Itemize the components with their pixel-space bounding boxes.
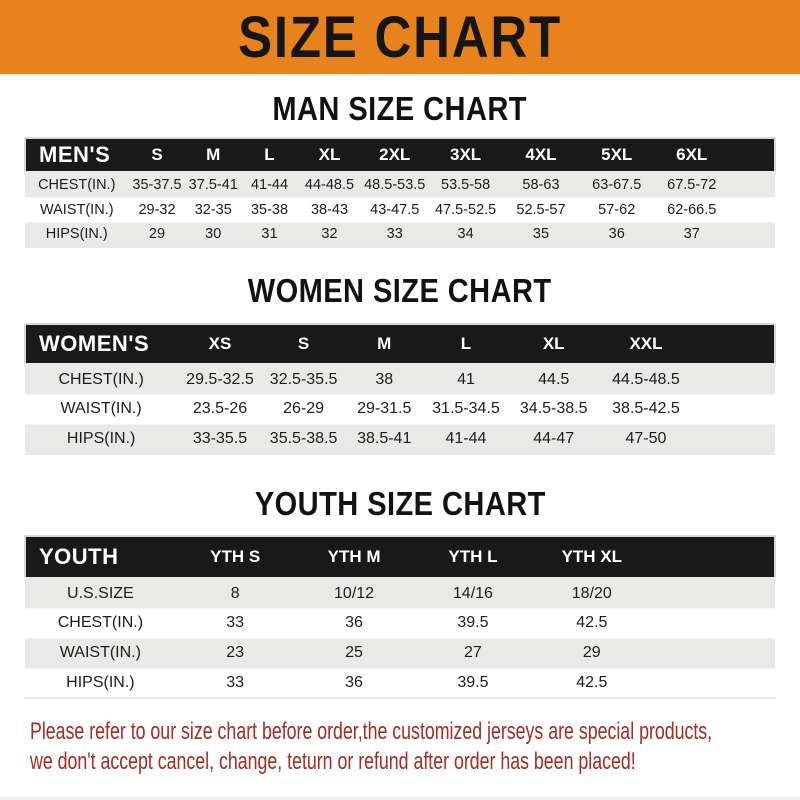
row-label: U.S.SIZE	[67, 584, 134, 602]
size-cell: 29.5-32.5	[186, 370, 254, 388]
size-cell: 43-47.5	[370, 201, 420, 218]
size-cell: 36	[608, 226, 625, 243]
disclaimer-line-2: we don't accept cancel, change, teturn or refund after order has been placed!	[30, 748, 636, 776]
spacer-cell	[729, 172, 775, 197]
size-cell: 44-47	[533, 429, 575, 447]
size-cell: 29	[148, 226, 166, 243]
column-header: YTH M	[295, 536, 414, 578]
column-header: XL	[508, 324, 600, 364]
column-header: 6XL	[654, 138, 729, 172]
size-cell: 31	[261, 226, 278, 243]
size-cell: 35-38	[250, 201, 289, 218]
row-label: WAIST(IN.)	[59, 644, 141, 661]
size-cell: 10/12	[334, 584, 375, 602]
spacer-cell	[651, 608, 775, 638]
women-table-header-row	[25, 324, 775, 364]
column-header: XL	[298, 138, 361, 172]
column-header: YTH S	[176, 536, 295, 578]
size-cell: 38-43	[310, 201, 349, 218]
size-cell: 32	[321, 226, 338, 243]
size-cell: 35	[532, 226, 550, 243]
table-row	[25, 608, 775, 638]
table-row	[25, 424, 775, 454]
size-cell: 53.5-58	[441, 177, 491, 193]
size-cell: 37.5-41	[188, 177, 238, 193]
spacer-cell	[729, 138, 775, 172]
table-row	[25, 197, 775, 222]
men-section-title	[0, 90, 800, 128]
row-label: HIPS(IN.)	[66, 429, 136, 447]
size-cell: 29	[582, 644, 601, 661]
spacer-cell	[651, 638, 775, 668]
spacer-cell	[651, 536, 775, 578]
size-cell: 48.5-53.5	[364, 177, 426, 193]
size-cell: 14/16	[452, 584, 493, 602]
column-header: M	[186, 138, 242, 172]
youth-table-header-row	[25, 536, 775, 578]
row-label: CHEST(IN.)	[38, 177, 116, 193]
size-cell: 29-31.5	[357, 400, 412, 417]
size-cell: 38	[375, 370, 394, 388]
size-cell: 44-48.5	[304, 177, 355, 193]
women-size-table	[24, 323, 776, 455]
column-header: S	[129, 138, 186, 172]
spacer-cell	[651, 668, 775, 698]
disclaimer-line-1: Please refer to our size chart before order,the customized jerseys are special products,	[30, 718, 713, 745]
size-cell: 62-66.5	[667, 201, 717, 218]
spacer-cell	[692, 364, 775, 394]
women-section-title-text: WOMEN SIZE CHART	[248, 272, 552, 309]
table-row	[25, 668, 775, 698]
size-cell: 31.5-34.5	[432, 400, 500, 417]
size-cell: 67.5-72	[667, 177, 717, 193]
size-cell: 38.5-42.5	[612, 400, 680, 417]
size-cell: 58-63	[522, 177, 560, 193]
men-table-corner-label: MEN'S	[25, 138, 129, 172]
table-row	[25, 172, 775, 197]
size-cell: 33	[386, 226, 403, 243]
column-header: S	[263, 324, 345, 364]
spacer-cell	[729, 222, 775, 247]
row-label: CHEST(IN.)	[58, 370, 144, 388]
size-cell: 41	[457, 370, 475, 388]
size-cell: 42.5	[576, 673, 608, 691]
spacer-cell	[692, 324, 775, 364]
column-header: 5XL	[579, 138, 654, 172]
size-cell: 29-32	[138, 201, 176, 218]
size-cell: 32.5-35.5	[269, 370, 338, 388]
column-header: YTH XL	[532, 536, 651, 578]
size-cell: 41-44	[445, 429, 487, 447]
size-cell: 38.5-41	[357, 429, 412, 447]
size-cell: 27	[464, 644, 482, 661]
disclaimer	[30, 717, 800, 778]
size-cell: 34.5-38.5	[519, 400, 588, 417]
banner	[0, 0, 800, 76]
size-cell: 33	[226, 614, 245, 631]
size-cell: 34	[457, 226, 474, 243]
table-row	[25, 578, 775, 608]
size-cell: 44.5-48.5	[612, 370, 680, 388]
youth-size-table	[24, 535, 776, 699]
size-cell: 37	[683, 226, 700, 243]
spacer-cell	[692, 424, 775, 454]
size-cell: 33-35.5	[192, 429, 248, 447]
column-header: L	[424, 324, 508, 364]
size-cell: 36	[345, 673, 363, 691]
size-cell: 25	[345, 644, 363, 661]
column-header: XS	[177, 324, 263, 364]
column-header: XXL	[599, 324, 692, 364]
men-section-title-text: MAN SIZE CHART	[272, 90, 528, 127]
spacer-cell	[651, 578, 775, 608]
women-section-title	[0, 272, 800, 310]
column-header: 3XL	[428, 138, 502, 172]
size-cell: 42.5	[576, 614, 608, 631]
row-label: CHEST(IN.)	[57, 614, 144, 631]
size-cell: 39.5	[457, 673, 489, 691]
size-cell: 52.5-57	[516, 201, 566, 218]
column-header: YTH L	[414, 536, 533, 578]
size-cell: 23	[226, 644, 245, 661]
size-cell: 63-67.5	[592, 177, 642, 193]
youth-section-title-text: YOUTH SIZE CHART	[254, 485, 546, 522]
table-row	[25, 638, 775, 668]
size-cell: 18/20	[571, 584, 612, 602]
spacer-cell	[729, 197, 775, 222]
table-row	[25, 364, 775, 394]
table-row	[25, 222, 775, 247]
column-header: L	[241, 138, 298, 172]
column-header: 2XL	[361, 138, 429, 172]
size-cell: 44.5	[538, 370, 570, 388]
table-row	[25, 394, 775, 424]
size-cell: 47.5-52.5	[434, 201, 497, 218]
size-cell: 23.5-26	[192, 400, 248, 417]
column-header: M	[344, 324, 424, 364]
men-table-header-row	[25, 138, 775, 172]
size-cell: 26-29	[283, 400, 325, 417]
size-cell: 32-35	[194, 201, 232, 218]
row-label: WAIST(IN.)	[39, 201, 114, 218]
column-header: 4XL	[503, 138, 580, 172]
youth-section-title	[0, 485, 800, 523]
size-cell: 8	[230, 584, 240, 602]
youth-table-corner-label: YOUTH	[25, 536, 176, 578]
size-cell: 30	[205, 226, 222, 243]
size-cell: 35-37.5	[132, 177, 182, 193]
size-cell: 57-62	[598, 201, 636, 218]
row-label: HIPS(IN.)	[66, 673, 135, 691]
men-size-table	[24, 137, 776, 248]
size-cell: 35.5-38.5	[269, 429, 338, 447]
size-cell: 47-50	[625, 429, 667, 447]
women-table-corner-label: WOMEN'S	[25, 324, 177, 364]
size-cell: 33	[226, 673, 245, 691]
size-cell: 36	[345, 614, 363, 631]
page-title: SIZE CHART	[238, 4, 562, 70]
row-label: HIPS(IN.)	[45, 226, 108, 243]
size-cell: 41-44	[250, 177, 289, 193]
spacer-cell	[692, 394, 775, 424]
size-cell: 39.5	[457, 614, 489, 631]
row-label: WAIST(IN.)	[60, 400, 142, 417]
